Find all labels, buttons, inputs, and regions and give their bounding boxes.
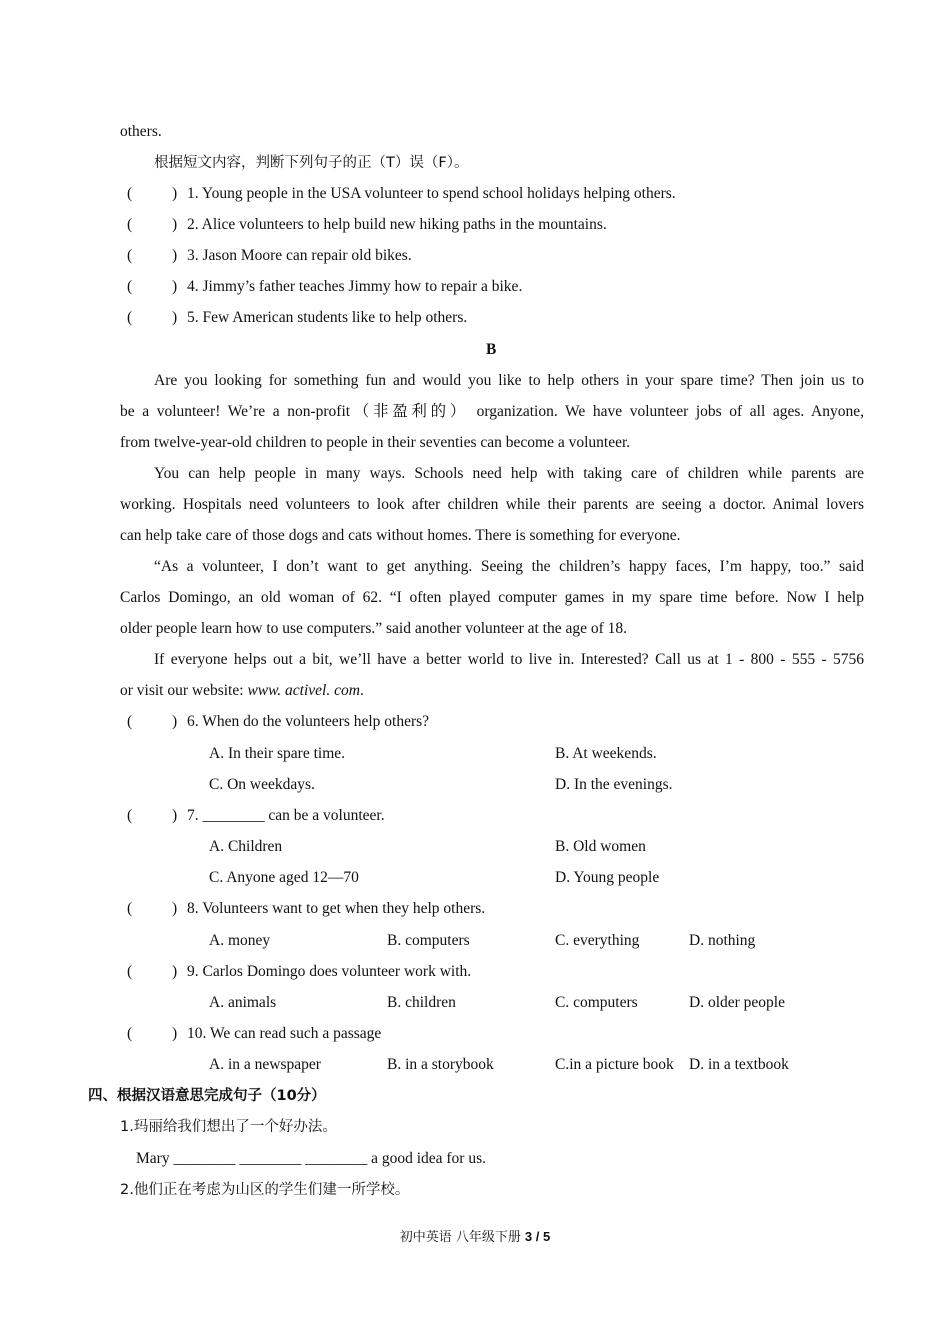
tf-question — [0, 184, 950, 204]
answer-paren-close: ) — [172, 900, 178, 917]
passage-b-p1-line1: Are you looking for something fun and would you like to help others in your spare time? Then join us to — [154, 372, 864, 389]
answer-paren-open: ( — [127, 247, 133, 264]
mc-question-stem: 9. Carlos Domingo does volunteer work with. — [187, 963, 472, 980]
answer-paren-open: ( — [127, 963, 133, 980]
option-a: A. in a newspaper — [209, 1056, 321, 1073]
option-c: C.in a picture book — [555, 1056, 674, 1073]
answer-paren-close: ) — [172, 247, 178, 264]
section-b-title: B — [486, 341, 497, 358]
tf-question-text: 3. Jason Moore can repair old bikes. — [187, 247, 412, 264]
passage-b-p2-line2: working. Hospitals need volunteers to look after children while their parents are seeing a doctor. Animal lovers — [120, 496, 864, 513]
option-d: D. older people — [689, 994, 785, 1011]
tf-question-text: 4. Jimmy’s father teaches Jimmy how to repair a bike. — [187, 278, 523, 295]
answer-paren-close: ) — [172, 713, 178, 730]
mc-question — [0, 712, 950, 732]
tf-question — [0, 215, 950, 235]
website-link: www. activel. com — [247, 682, 360, 699]
option-a: A. Children — [209, 838, 283, 855]
mc-question-stem: 8. Volunteers want to get when they help others. — [187, 900, 486, 917]
section-4-q1-chinese: 1.玛丽给我们想出了一个好办法。 — [120, 1119, 337, 1135]
mc-question-stem: 7. ________ can be a volunteer. — [187, 807, 385, 824]
option-b: B. computers — [387, 932, 470, 949]
page-footer — [0, 1229, 950, 1246]
mc-question-stem: 10. We can read such a passage — [187, 1025, 382, 1042]
passage-b-p3-line3: older people learn how to use computers.” said another volunteer at the age of 18. — [120, 620, 628, 637]
option-d: D. Young people — [555, 869, 660, 886]
option-b: B. At weekends. — [555, 745, 657, 762]
answer-paren-close: ) — [172, 1025, 178, 1042]
mc-question — [0, 962, 950, 982]
passage-b-p4-line2 — [120, 681, 364, 701]
section-4-title: 四、根据汉语意思完成句子（10分） — [88, 1088, 326, 1104]
answer-paren-open: ( — [127, 807, 133, 824]
tf-question — [0, 277, 950, 297]
passage-b-p4-line1: If everyone helps out a bit, we’ll have a better world to live in. Interested? Call us at 1 - 800 - 555 - 5756 — [154, 651, 864, 668]
answer-paren-open: ( — [127, 278, 133, 295]
option-c: C. On weekdays. — [209, 776, 315, 793]
answer-paren-open: ( — [127, 185, 133, 202]
tf-question — [0, 246, 950, 266]
option-c: C. Anyone aged 12—70 — [209, 869, 359, 886]
mc-question — [0, 899, 950, 919]
answer-paren-open: ( — [127, 900, 133, 917]
option-a: A. In their spare time. — [209, 745, 346, 762]
passage-b-p1-line2: be a volunteer! We’re a non-profit（非盈利的） organization. We have volunteer jobs of all ages. Anyone, — [120, 403, 864, 420]
option-a: A. animals — [209, 994, 277, 1011]
option-d: D. in a textbook — [689, 1056, 789, 1073]
answer-paren-open: ( — [127, 216, 133, 233]
answer-paren-close: ) — [172, 963, 178, 980]
tf-question-text: 2. Alice volunteers to help build new hiking paths in the mountains. — [187, 216, 607, 233]
mc-question — [0, 806, 950, 826]
mc-question-stem: 6. When do the volunteers help others? — [187, 713, 430, 730]
answer-paren-open: ( — [127, 1025, 133, 1042]
option-b: B. Old women — [555, 838, 646, 855]
option-d: D. nothing — [689, 932, 756, 949]
tf-instruction: 根据短文内容，判断下列句子的正（T）误（F）。 — [154, 155, 469, 171]
option-b: B. children — [387, 994, 456, 1011]
mc-question — [0, 1024, 950, 1044]
tf-question-text: 5. Few American students like to help others. — [187, 309, 468, 326]
answer-paren-close: ) — [172, 807, 178, 824]
answer-paren-open: ( — [127, 309, 133, 326]
option-c: C. computers — [555, 994, 638, 1011]
answer-paren-close: ) — [172, 309, 178, 326]
tf-question-text: 1. Young people in the USA volunteer to spend school holidays helping others. — [187, 185, 676, 202]
page-number: 3 / 5 — [524, 1229, 551, 1244]
option-a: A. money — [209, 932, 271, 949]
section-4-q2-chinese: 2.他们正在考虑为山区的学生们建一所学校。 — [120, 1182, 410, 1198]
website-suffix: . — [359, 682, 364, 699]
passage-b-p1-line3: from twelve-year-old children to people in their seventies can become a volunteer. — [120, 434, 631, 451]
option-c: C. everything — [555, 932, 640, 949]
option-d: D. In the evenings. — [555, 776, 673, 793]
section-4-q1-english: Mary ________ ________ ________ a good idea for us. — [136, 1150, 486, 1167]
answer-paren-close: ) — [172, 278, 178, 295]
answer-paren-close: ) — [172, 185, 178, 202]
answer-paren-close: ) — [172, 216, 178, 233]
passage-a-tail: others. — [120, 123, 162, 140]
tf-question — [0, 308, 950, 328]
passage-b-p3-line2: Carlos Domingo, an old woman of 62. “I often played computer games in my spare time before. Now I help — [120, 589, 864, 606]
website-prefix: or visit our website: — [120, 682, 248, 699]
passage-b-p2-line1: You can help people in many ways. Schools need help with taking care of children while parents are — [154, 465, 864, 482]
footer-label: 初中英语 八年级下册 — [399, 1230, 521, 1245]
passage-b-p3-line1: “As a volunteer, I don’t want to get anything. Seeing the children’s happy faces, I’m happy, too.” said — [154, 558, 864, 575]
option-b: B. in a storybook — [387, 1056, 494, 1073]
passage-b-p2-line3: can help take care of those dogs and cats without homes. There is something for everyone. — [120, 527, 681, 544]
answer-paren-open: ( — [127, 713, 133, 730]
